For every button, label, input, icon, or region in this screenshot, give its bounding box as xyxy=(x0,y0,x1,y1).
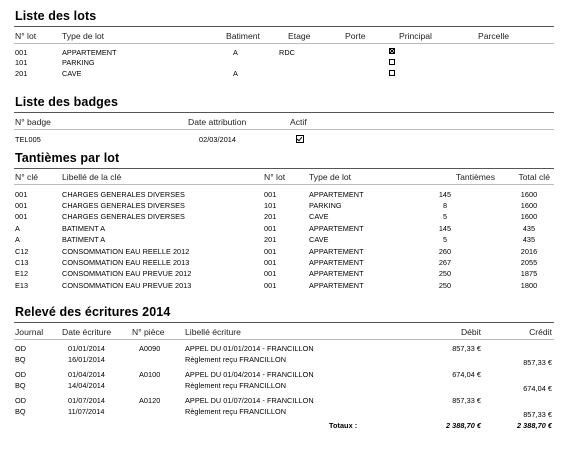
tantieme-libelle: CHARGES GENERALES DIVERSES xyxy=(62,212,185,221)
totals-label: Totaux : xyxy=(329,421,358,430)
tantiemes-header-libelle: Libellé de la clé xyxy=(62,172,122,182)
badges-title-rule xyxy=(14,112,554,113)
ecriture-journal: BQ xyxy=(15,355,26,364)
ecriture-journal: OD xyxy=(15,396,27,405)
tantieme-type: APPARTEMENT xyxy=(309,269,364,278)
tantieme-type: CAVE xyxy=(309,212,329,221)
tantieme-cle: C13 xyxy=(15,258,29,267)
tantieme-total: 435 xyxy=(522,235,536,244)
tantiemes-header-cle: N° clé xyxy=(15,172,39,182)
total-credit: 2 388,70 € xyxy=(517,421,552,430)
ecriture-date: 11/07/2014 xyxy=(68,407,105,416)
tantieme-type: APPARTEMENT xyxy=(309,247,364,256)
tantieme-lot: 001 xyxy=(264,247,277,256)
tantieme-libelle: BATIMENT A xyxy=(62,235,106,244)
tantieme-libelle: CHARGES GENERALES DIVERSES xyxy=(62,201,185,210)
lot-principal-checkbox xyxy=(389,59,395,65)
badges-header-badge: N° badge xyxy=(15,117,51,127)
lots-header-parcelle: Parcelle xyxy=(478,31,510,41)
lot-type: APPARTEMENT xyxy=(62,48,117,57)
tantieme-total: 1600 xyxy=(520,190,538,199)
ecriture-date: 01/04/2014 xyxy=(68,370,106,379)
tantiemes-section-title: Tantièmes par lot xyxy=(15,151,120,165)
ecriture-date: 14/04/2014 xyxy=(68,381,106,390)
tantieme-value: 260 xyxy=(438,247,452,256)
ecriture-credit: 674,04 € xyxy=(523,384,552,393)
lots-header-lot: N° lot xyxy=(15,31,37,41)
badge-actif-checkbox xyxy=(296,135,304,143)
tantieme-total: 2016 xyxy=(520,247,538,256)
lot-type: PARKING xyxy=(62,58,95,67)
lot-etage: RDC xyxy=(279,48,295,57)
ecriture-journal: BQ xyxy=(15,407,26,416)
lots-header-type: Type de lot xyxy=(62,31,105,41)
tantieme-libelle: CHARGES GENERALES DIVERSES xyxy=(62,190,185,199)
tantieme-cle: E13 xyxy=(15,281,29,289)
tantieme-cle: E12 xyxy=(15,269,29,278)
tantieme-lot: 001 xyxy=(264,258,277,267)
tantieme-type: APPARTEMENT xyxy=(309,190,364,199)
tantieme-cle: 001 xyxy=(15,212,28,221)
total-debit: 2 388,70 € xyxy=(446,421,481,430)
ecriture-date: 01/01/2014 xyxy=(68,344,106,353)
ecriture-piece: A0100 xyxy=(139,370,161,379)
tantiemes-title-rule xyxy=(14,168,554,169)
tantieme-value: 5 xyxy=(442,235,448,244)
tantieme-value: 250 xyxy=(438,281,452,289)
tantiemes-header-rule xyxy=(14,184,554,185)
ecriture-date: 16/01/2014 xyxy=(68,355,106,364)
lot-principal-checkbox xyxy=(389,70,395,76)
ecriture-debit: 674,04 € xyxy=(452,370,481,379)
ecritures-header-debit: Débit xyxy=(460,327,481,337)
tantieme-type: APPARTEMENT xyxy=(309,281,364,289)
tantieme-libelle: CONSOMMATION EAU PREVUE 2013 xyxy=(62,281,192,289)
tantieme-libelle: CONSOMMATION EAU PREVUE 2012 xyxy=(62,269,192,278)
ecriture-libelle: Règlement reçu FRANCILLON xyxy=(185,381,287,390)
ecriture-debit: 857,33 € xyxy=(452,344,481,353)
ecriture-libelle: Règlement reçu FRANCILLON xyxy=(185,355,287,364)
lots-section-title: Liste des lots xyxy=(15,9,97,23)
lot-batiment: A xyxy=(233,69,238,78)
tantieme-value: 250 xyxy=(438,269,452,278)
lot-number: 201 xyxy=(15,69,28,78)
tantieme-type: CAVE xyxy=(309,235,329,244)
tantieme-libelle: CONSOMMATION EAU REELLE 2012 xyxy=(62,247,190,256)
tantieme-lot: 001 xyxy=(264,190,277,199)
lots-title-rule xyxy=(14,26,554,27)
tantieme-value: 145 xyxy=(438,190,452,199)
tantieme-value: 8 xyxy=(442,201,448,210)
badge-number: TEL005 xyxy=(15,135,41,144)
ecriture-libelle: Règlement reçu FRANCILLON xyxy=(185,407,287,416)
ecriture-date: 01/07/2014 xyxy=(68,396,106,405)
ecriture-libelle: APPEL DU 01/04/2014 - FRANCILLON xyxy=(185,370,314,379)
lots-header-batiment: Batiment xyxy=(226,31,260,41)
tantieme-total: 1600 xyxy=(520,212,538,221)
ecriture-libelle: APPEL DU 01/01/2014 - FRANCILLON xyxy=(185,344,314,353)
tantiemes-header-total: Total clé xyxy=(518,172,550,182)
tantieme-type: PARKING xyxy=(309,201,342,210)
lot-type: CAVE xyxy=(62,69,82,78)
ecriture-piece: A0120 xyxy=(139,396,161,405)
tantieme-type: APPARTEMENT xyxy=(309,224,364,233)
tantieme-cle: 001 xyxy=(15,190,28,199)
tantieme-lot: 001 xyxy=(264,224,277,233)
ecriture-credit: 857,33 € xyxy=(523,410,552,419)
lots-header-porte: Porte xyxy=(345,31,366,41)
ecritures-header-journal: Journal xyxy=(15,327,44,337)
tantieme-libelle: BATIMENT A xyxy=(62,224,106,233)
ecritures-header-libelle: Libellé écriture xyxy=(185,327,241,337)
ecritures-header-date: Date écriture xyxy=(62,327,112,337)
ecriture-credit: 857,33 € xyxy=(523,358,552,367)
tantiemes-header-tantiemes: Tantièmes xyxy=(455,172,495,182)
ecritures-header-rule xyxy=(14,339,554,340)
ecriture-debit: 857,33 € xyxy=(452,396,481,405)
badge-date: 02/03/2014 xyxy=(199,135,237,144)
tantiemes-header-lot: N° lot xyxy=(264,172,286,182)
tantieme-cle: A xyxy=(15,224,20,233)
tantieme-type: APPARTEMENT xyxy=(309,258,364,267)
tantieme-cle: A xyxy=(15,235,20,244)
ecriture-libelle: APPEL DU 01/07/2014 - FRANCILLON xyxy=(185,396,314,405)
badges-header-actif: Actif xyxy=(290,117,307,127)
ecriture-journal: OD xyxy=(15,344,27,353)
tantieme-total: 1800 xyxy=(520,281,538,289)
tantiemes-table-body xyxy=(14,186,554,289)
tantieme-libelle: CONSOMMATION EAU REELLE 2013 xyxy=(62,258,190,267)
lots-header-etage: Etage xyxy=(288,31,311,41)
tantieme-total: 1600 xyxy=(520,201,538,210)
tantieme-lot: 201 xyxy=(264,235,277,244)
tantieme-lot: 001 xyxy=(264,269,277,278)
lot-number: 101 xyxy=(15,58,28,67)
tantieme-value: 145 xyxy=(438,224,452,233)
tantieme-lot: 101 xyxy=(264,201,277,210)
ecritures-section-title: Relevé des écritures 2014 xyxy=(15,305,171,319)
ecriture-piece: A0090 xyxy=(139,344,161,353)
tantieme-value: 267 xyxy=(438,258,452,267)
tantieme-lot: 001 xyxy=(264,281,277,289)
tantieme-value: 5 xyxy=(442,212,448,221)
tantieme-cle: 001 xyxy=(15,201,28,210)
ecriture-journal: BQ xyxy=(15,381,26,390)
tantiemes-header-type: Type de lot xyxy=(309,172,352,182)
badges-section-title: Liste des badges xyxy=(15,95,119,109)
tantieme-total: 1875 xyxy=(520,269,538,278)
lot-batiment: A xyxy=(233,48,238,57)
ecriture-journal: OD xyxy=(15,370,27,379)
lots-header-rule xyxy=(14,43,554,44)
badges-header-date: Date attribution xyxy=(188,117,247,127)
badges-header-rule xyxy=(14,129,554,130)
tantieme-total: 435 xyxy=(522,224,536,233)
ecritures-title-rule xyxy=(14,322,554,323)
tantieme-lot: 201 xyxy=(264,212,277,221)
lot-number: 001 xyxy=(15,48,28,57)
tantieme-total: 2055 xyxy=(520,258,538,267)
lot-principal-checkbox xyxy=(389,48,395,54)
ecritures-header-piece: N° pièce xyxy=(132,327,165,337)
tantieme-cle: C12 xyxy=(15,247,29,256)
lots-header-principal: Principal xyxy=(399,31,432,41)
ecritures-header-credit: Crédit xyxy=(529,327,552,337)
